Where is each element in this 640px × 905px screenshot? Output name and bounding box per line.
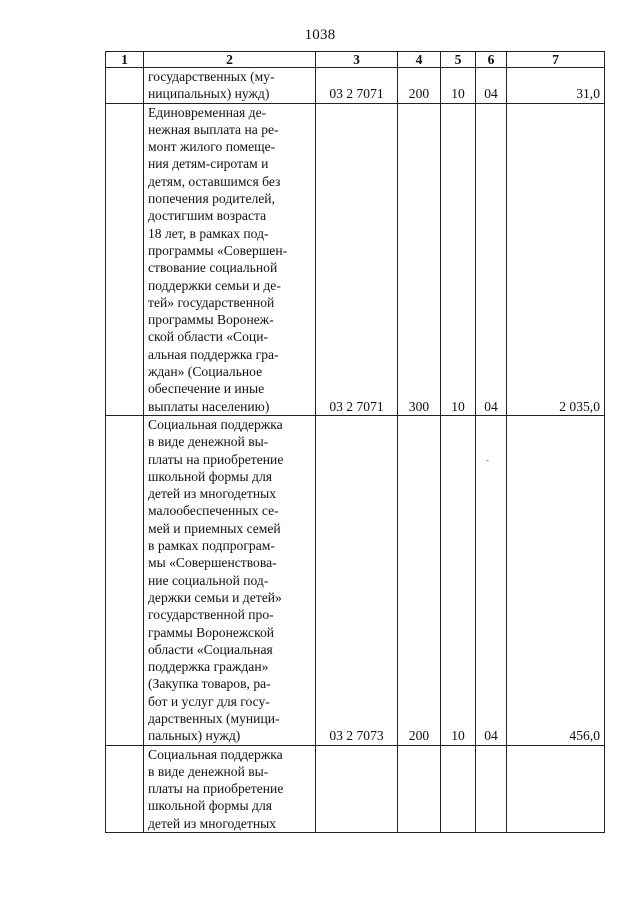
col6-cell [476,745,507,832]
col4-cell [398,745,441,832]
description-cell [144,415,316,745]
col4-cell: 200 [398,68,441,104]
row-number-cell [106,415,144,745]
code-cell [316,745,398,832]
header-cell-6: 6 [476,52,507,68]
col5-cell: 10 [441,415,476,745]
description-cell [144,745,316,832]
col5-cell: 10 [441,68,476,104]
amount-cell: 2 035,0 [507,103,605,415]
code-cell: 03 2 7073 [316,415,398,745]
row-number-cell [106,745,144,832]
amount-cell [507,745,605,832]
amount-cell: 31,0 [507,68,605,104]
col5-cell: 10 [441,103,476,415]
code-cell: 03 2 7071 [316,68,398,104]
scan-artifact-mark: - [486,455,489,465]
col6-cell: 04 [476,415,507,745]
table-row [106,745,605,832]
table-row [106,415,605,745]
col6-cell: 04 [476,68,507,104]
amount-cell: 456,0 [507,415,605,745]
col4-cell: 300 [398,103,441,415]
header-cell-2: 2 [144,52,316,68]
description-text: Единовременная де- нежная выплата на ре- монт жилого помеще- ния детям-сиротам и детям, оставшимся без попечения родителей, достигшим возраста 18 лет, в рамках под- программы «Совершен- ствование социальной поддержки семьи и де- тей» государственной программы Воронеж- ской области «Соци- альная поддержка гра- ждан» (Социальное обеспечение и иные выплаты населению) [148,104,288,414]
code-cell: 03 2 7071 [316,103,398,415]
header-cell-5: 5 [441,52,476,68]
header-cell-7: 7 [507,52,605,68]
col6-cell: 04 [476,103,507,415]
header-cell-4: 4 [398,52,441,68]
table-row [106,68,605,104]
description-cell [144,68,316,104]
row-number-cell [106,103,144,415]
col5-cell [441,745,476,832]
description-text: государственных (му- ниципальных) нужд) [148,69,275,102]
page-number: 1038 [304,27,336,43]
budget-table [105,51,605,833]
col4-cell: 200 [398,415,441,745]
header-row [106,52,605,68]
row-number-cell [106,68,144,104]
description-text: Социальная поддержка в виде денежной вы- платы на приобретение школьной формы для детей из многодетных малообеспеченных се- мей и приемных семей в рамках подпрограм- мы «Совершенствова- ние социальной под- держки семьи и детей» государственной про- граммы Воронежской области «Социальная поддержка граждан» (Закупка товаров, ра- бот и услуг для госу- дарственных (муници- пальных) нужд) [148,416,284,744]
description-text: Социальная поддержка в виде денежной вы- платы на приобретение школьной формы для детей из многодетных [148,746,284,831]
table-row [106,103,605,415]
header-cell-1: 1 [106,52,144,68]
header-cell-3: 3 [316,52,398,68]
description-cell [144,103,316,415]
